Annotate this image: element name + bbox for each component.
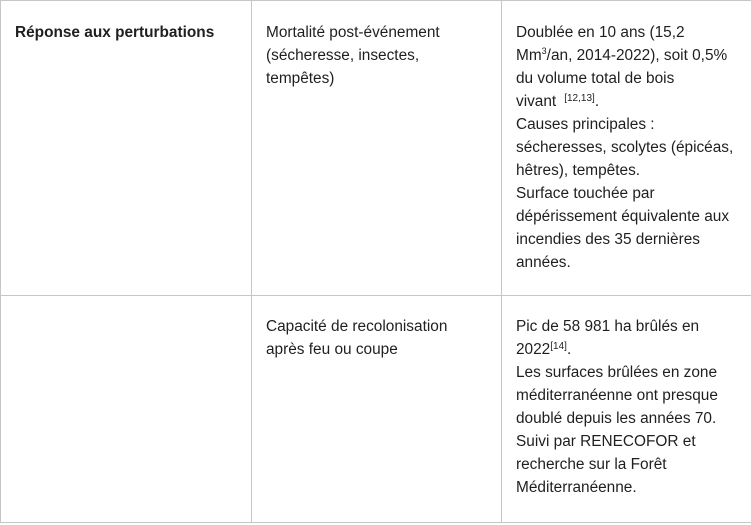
details-paragraph: Les surfaces brûlées en zone méditerranéenne ont presque doublé depuis les années 70. — [516, 364, 718, 427]
citation-ref[interactable]: [14] — [550, 340, 567, 352]
unit-superscript: 3 — [541, 45, 547, 56]
details-cell — [502, 1, 751, 296]
details-paragraph — [516, 21, 737, 113]
indicator-text: Mortalité post-événement (sécheresse, insectes, tempêtes) — [266, 24, 440, 87]
details-text: . — [594, 93, 600, 110]
row-label: Réponse aux perturbations — [15, 24, 215, 41]
table-row — [1, 296, 751, 523]
details-cell — [502, 296, 751, 523]
details-paragraph: Suivi par RENECOFOR et recherche sur la Forêt Méditerranéenne. — [516, 433, 696, 496]
details-paragraph: Causes principales : sécheresses, scolytes (épicéas, hêtres), tempêtes. — [516, 116, 734, 179]
table-row — [1, 1, 751, 296]
details-text: /an, 2014-2022), soit 0,5% du volume total de bois vivant — [516, 47, 728, 110]
details-paragraph — [516, 315, 737, 361]
indicator-text: Capacité de recolonisation après feu ou coupe — [266, 318, 448, 358]
details-text: Pic de 58 981 ha brûlés en 2022 — [516, 318, 700, 358]
indicator-cell — [252, 1, 502, 296]
details-text: . — [566, 341, 572, 358]
citation-ref[interactable]: [12,13] — [564, 92, 595, 104]
row-label-cell — [1, 1, 252, 296]
details-paragraph: Surface touchée par dépérissement équivalente aux incendies des 35 dernières années. — [516, 185, 730, 271]
details-text: Doublée en 10 ans (15,2 Mm — [516, 24, 685, 64]
row-label-cell — [1, 296, 252, 523]
indicator-cell — [252, 296, 502, 523]
